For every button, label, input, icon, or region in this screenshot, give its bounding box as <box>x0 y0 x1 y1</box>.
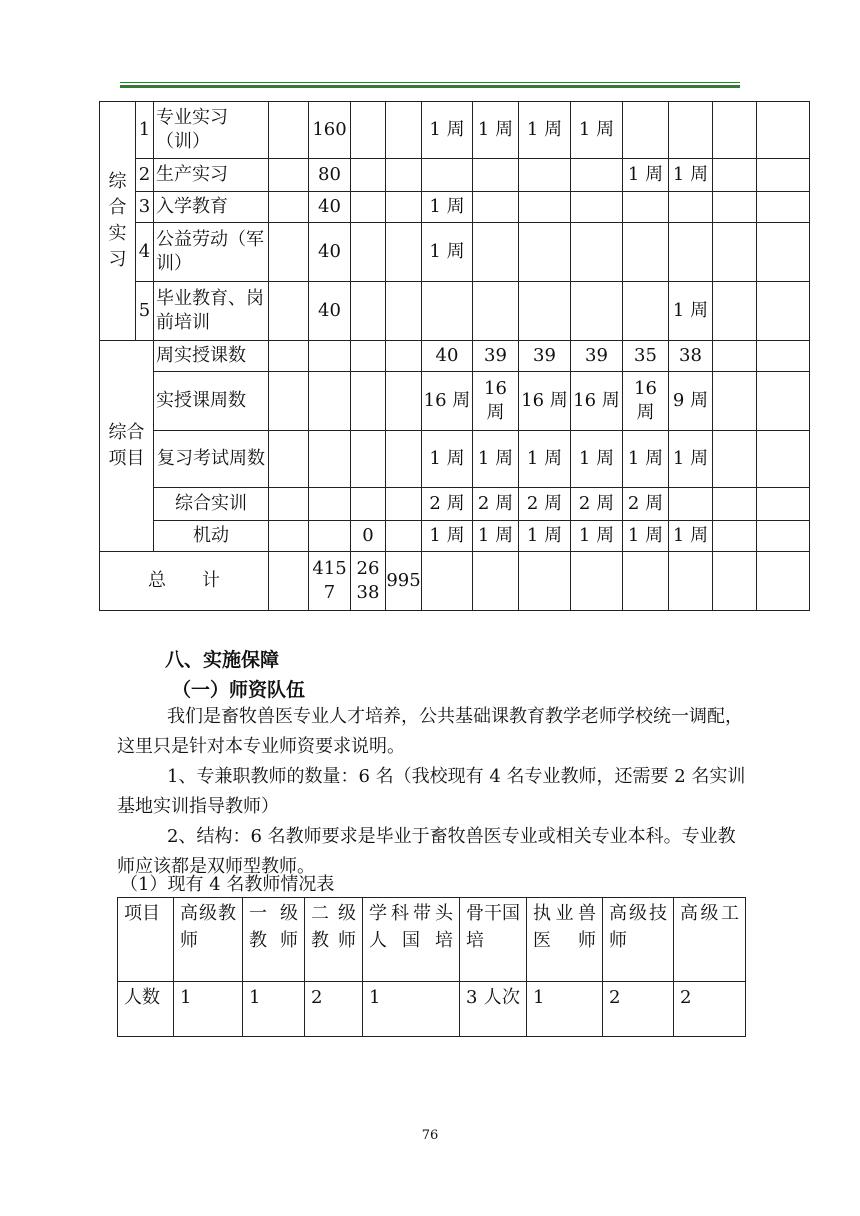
total-cell: 995 <box>386 552 422 611</box>
week-cell: 38 <box>669 341 713 372</box>
week-cell <box>669 223 713 282</box>
week-cell: 1 周 <box>571 102 623 159</box>
week-cell: 40 <box>422 341 473 372</box>
hours-cell: 40 <box>309 282 351 341</box>
header-rule-thick <box>120 85 740 88</box>
table-row <box>118 982 746 1037</box>
week-cell <box>623 282 669 341</box>
week-cell: 1 周 <box>623 521 669 552</box>
item-name: 综合实训 <box>154 488 269 521</box>
week-cell: 1 周 <box>571 521 623 552</box>
week-cell <box>422 282 473 341</box>
week-cell <box>473 159 519 192</box>
week-cell: 1 周 <box>422 521 473 552</box>
week-cell: 1 周 <box>519 431 571 488</box>
table-row <box>100 102 810 159</box>
week-cell: 39 <box>473 341 519 372</box>
table-row-total <box>100 552 810 611</box>
header-cell: 一级教师 <box>243 898 305 982</box>
week-cell <box>519 282 571 341</box>
value-cell: 人数 <box>118 982 174 1037</box>
week-cell: 1 周 <box>669 431 713 488</box>
item-name: 机动 <box>154 521 269 552</box>
header-cell: 高级工 <box>674 898 746 982</box>
header-cell: 高级教师 <box>174 898 243 982</box>
header-cell: 高级技师 <box>603 898 674 982</box>
header-cell: 二级教师 <box>305 898 363 982</box>
course-name: 入学教育 <box>154 192 269 223</box>
value-cell: 2 <box>603 982 674 1037</box>
total-label: 总 计 <box>100 552 269 611</box>
row-number: 4 <box>136 223 154 282</box>
week-cell: 1 周 <box>623 159 669 192</box>
paragraph: 1、专兼职教师的数量：6 名（我校现有 4 名专业教师，还需要 2 名实训基地实训指导教师） <box>117 766 746 817</box>
row-number: 5 <box>136 282 154 341</box>
header-cell: 执业兽医师 <box>527 898 603 982</box>
schedule-table <box>99 101 810 611</box>
week-cell: 16 周 <box>571 372 623 431</box>
week-cell: 16 周 <box>623 372 669 431</box>
value-cell: 2 <box>305 982 363 1037</box>
extra-cell: 0 <box>351 521 386 552</box>
course-name: 生产实习 <box>154 159 269 192</box>
week-cell: 1 周 <box>571 431 623 488</box>
week-cell <box>422 159 473 192</box>
week-cell: 1 周 <box>623 431 669 488</box>
table-row <box>100 341 810 372</box>
hours-cell: 40 <box>309 223 351 282</box>
week-cell: 1 周 <box>669 521 713 552</box>
row-number: 1 <box>136 102 154 159</box>
hours-cell: 40 <box>309 192 351 223</box>
week-cell: 1 周 <box>422 431 473 488</box>
header-cell: 项目 <box>118 898 174 982</box>
value-cell: 1 <box>527 982 603 1037</box>
value-cell: 3 人次 <box>460 982 527 1037</box>
course-name: 毕业教育、岗前培训 <box>154 282 269 341</box>
week-cell: 2 周 <box>473 488 519 521</box>
value-cell: 1 <box>363 982 460 1037</box>
week-cell <box>519 192 571 223</box>
week-cell: 1 周 <box>473 431 519 488</box>
week-cell <box>571 192 623 223</box>
table-row <box>100 192 810 223</box>
week-cell: 35 <box>623 341 669 372</box>
week-cell <box>669 488 713 521</box>
header-cell: 骨干国培 <box>460 898 527 982</box>
week-cell: 1 周 <box>422 223 473 282</box>
paragraph: 我们是畜牧兽医专业人才培养，公共基础课教育教学老师学校统一调配，这里只是针对本专业师资要求说明。 <box>117 706 743 757</box>
table-caption: （1）现有 4 名教师情况表 <box>120 874 335 895</box>
week-cell <box>669 192 713 223</box>
week-cell <box>519 159 571 192</box>
week-cell: 1 周 <box>669 282 713 341</box>
table-row <box>100 372 810 431</box>
week-cell: 16 周 <box>422 372 473 431</box>
week-cell: 16 周 <box>473 372 519 431</box>
week-cell: 2 周 <box>571 488 623 521</box>
week-cell <box>571 223 623 282</box>
hours-cell: 160 <box>309 102 351 159</box>
week-cell <box>623 223 669 282</box>
table-row <box>100 159 810 192</box>
value-cell: 1 <box>243 982 305 1037</box>
table-row <box>100 521 810 552</box>
week-cell: 1 周 <box>422 102 473 159</box>
week-cell <box>623 192 669 223</box>
page-number: 76 <box>421 1128 439 1143</box>
week-cell: 1 周 <box>473 521 519 552</box>
week-cell <box>473 282 519 341</box>
hours-cell: 80 <box>309 159 351 192</box>
week-cell: 1 周 <box>519 102 571 159</box>
week-cell <box>519 223 571 282</box>
table-row <box>100 282 810 341</box>
item-name: 复习考试周数 <box>154 431 269 488</box>
teacher-table <box>117 897 746 1037</box>
week-cell: 1 周 <box>519 521 571 552</box>
table-row <box>118 898 746 982</box>
week-cell <box>669 102 713 159</box>
week-cell: 1 周 <box>473 102 519 159</box>
week-cell: 2 周 <box>519 488 571 521</box>
header-cell: 学科带头人国培 <box>363 898 460 982</box>
course-name: 公益劳动（军训） <box>154 223 269 282</box>
week-cell: 1 周 <box>669 159 713 192</box>
row-number: 2 <box>136 159 154 192</box>
section-heading: 八、实施保障 <box>165 649 280 671</box>
week-cell: 39 <box>571 341 623 372</box>
week-cell <box>571 282 623 341</box>
group-label-zonghe-xiangmu: 综合项目 <box>100 341 154 552</box>
row-number: 3 <box>136 192 154 223</box>
item-name: 实授课周数 <box>154 372 269 431</box>
group-label-zonghe-shixi: 综合实习 <box>100 102 136 341</box>
week-cell <box>473 223 519 282</box>
week-cell: 39 <box>519 341 571 372</box>
week-cell: 2 周 <box>422 488 473 521</box>
value-cell: 2 <box>674 982 746 1037</box>
sub-heading: （一）师资队伍 <box>172 679 306 701</box>
item-name: 周实授课数 <box>154 341 269 372</box>
table-row <box>100 488 810 521</box>
course-name: 专业实习（训） <box>154 102 269 159</box>
value-cell: 1 <box>174 982 243 1037</box>
week-cell: 1 周 <box>422 192 473 223</box>
total-cell: 4157 <box>309 552 351 611</box>
week-cell <box>623 102 669 159</box>
week-cell: 2 周 <box>623 488 669 521</box>
week-cell: 16 周 <box>519 372 571 431</box>
table-row <box>100 223 810 282</box>
paragraph: 2、结构：6 名教师要求是毕业于畜牧兽医专业或相关专业本科。专业教师应该都是双师型教师。 <box>117 826 736 877</box>
total-cell: 2638 <box>351 552 386 611</box>
table-row <box>100 431 810 488</box>
week-cell <box>473 192 519 223</box>
week-cell <box>571 159 623 192</box>
week-cell: 9 周 <box>669 372 713 431</box>
header-rule-thin <box>120 82 740 83</box>
